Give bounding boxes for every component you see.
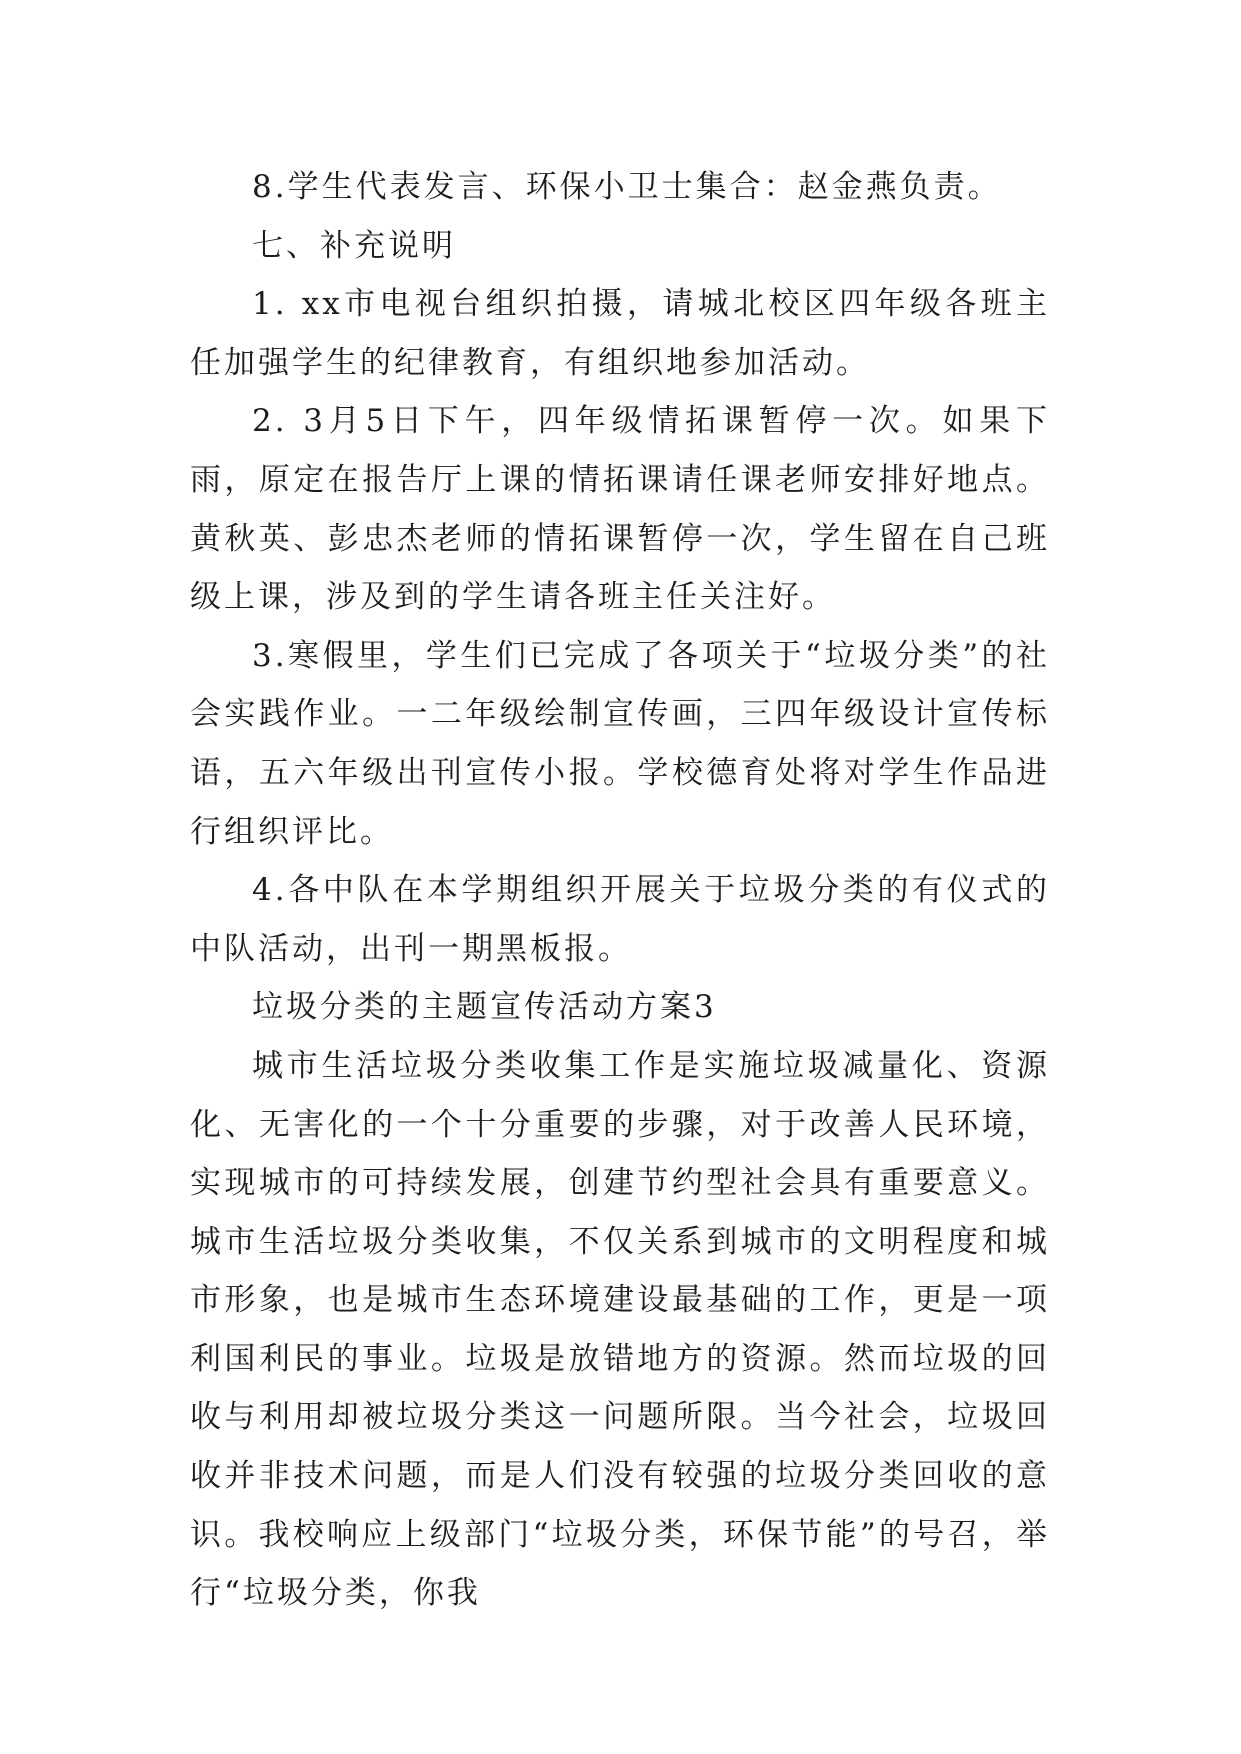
plan-3-title: 垃圾分类的主题宣传活动方案3	[252, 989, 717, 1026]
paragraph-note-2: 2. 3月5日下午，四年级情拓课暂停一次。如果下雨，原定在报告厅上课的情拓课请任课老师安排好地点。黄秋英、彭忠杰老师的情拓课暂停一次，学生留在自己班级上课，涉及到的学生请各班主任关注好。	[190, 403, 1050, 616]
paragraph-note-4: 4.各中队在本学期组织开展关于垃圾分类的有仪式的中队活动，出刊一期黑板报。	[190, 872, 1050, 967]
paragraph-plan-3-intro: 城市生活垃圾分类收集工作是实施垃圾减量化、资源化、无害化的一个十分重要的步骤，对于改善人民环境，实现城市的可持续发展，创建节约型社会具有重要意义。城市生活垃圾分类收集，不仅关系到城市的文明程度和城市形象，也是城市生态环境建设最基础的工作，更是一项利国利民的事业。垃圾是放错地方的资源。然而垃圾的回收与利用却被垃圾分类这一问题所限。当今社会，垃圾回收并非技术问题，而是人们没有较强的垃圾分类回收的意识。我校响应上级部门“垃圾分类，环保节能”的号召，举行“垃圾分类，你我	[190, 1047, 1050, 1612]
paragraph-item-8-speech: 8.学生代表发言、环保小卫士集合：赵金燕负责。	[252, 169, 1002, 205]
paragraph-note-1: 1. xx市电视台组织拍摄，请城北校区四年级各班主任加强学生的纪律教育，有组织地参加活动。	[190, 286, 1050, 381]
document-body	[190, 158, 1050, 1623]
paragraph-note-3: 3.寒假里，学生们已完成了各项关于“垃圾分类”的社会实践作业。一二年级绘制宣传画，三四年级设计宣传标语，五六年级出刊宣传小报。学校德育处将对学生作品进行组织评比。	[190, 637, 1050, 850]
section-heading-supplementary: 七、补充说明	[252, 227, 456, 264]
